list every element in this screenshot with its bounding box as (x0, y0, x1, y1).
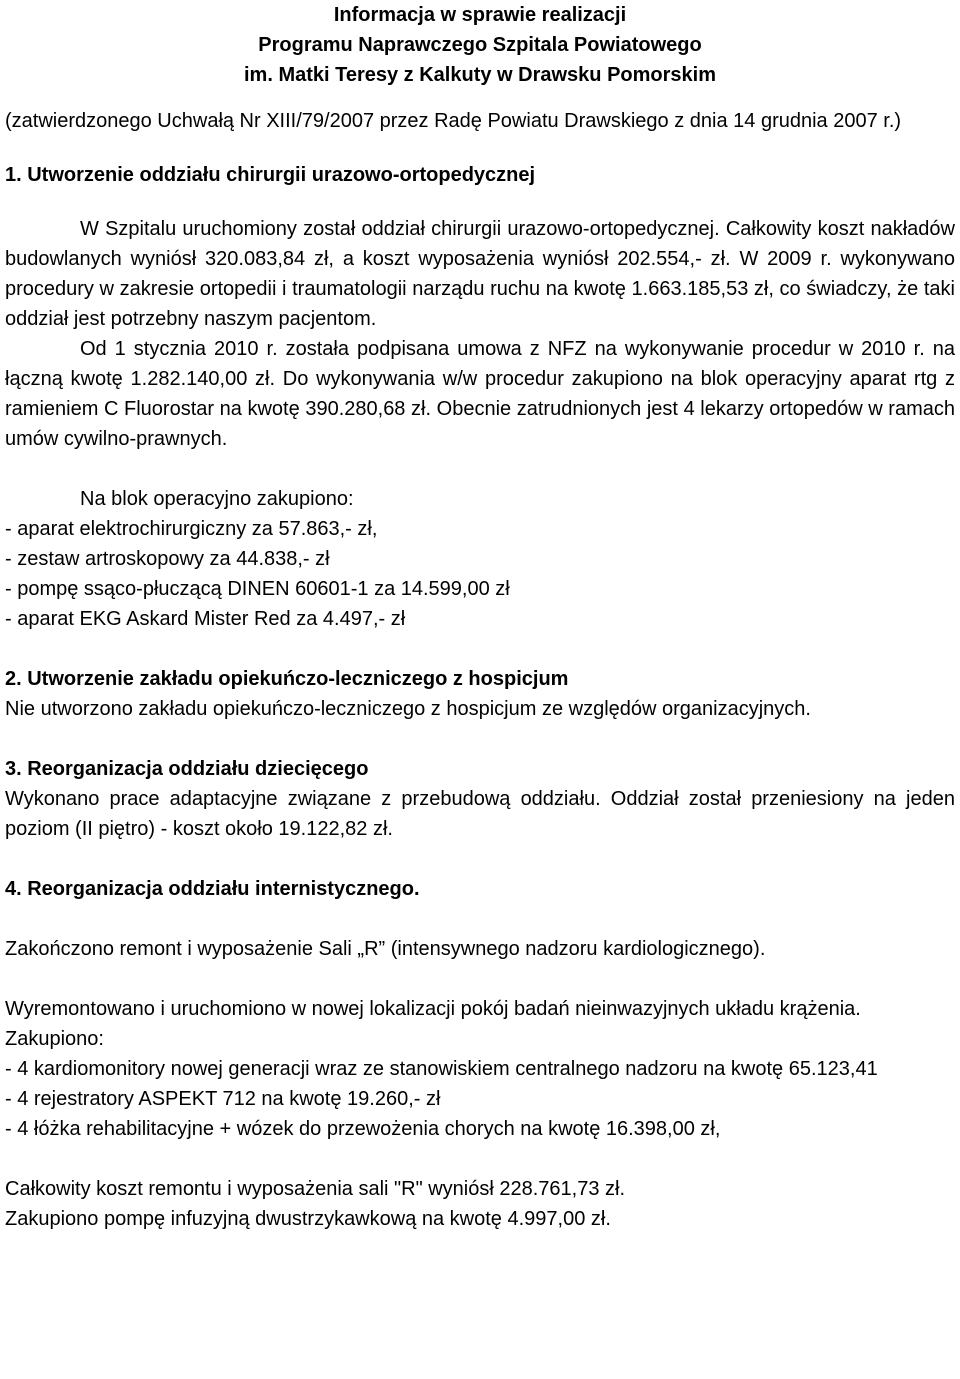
list-item: - 4 rejestratory ASPEKT 712 na kwotę 19.260,- zł (5, 1088, 441, 1110)
list-item: - pompę ssąco-płuczącą DINEN 60601-1 za 14.599,00 zł (5, 578, 510, 600)
section-4-text-2: Wyremontowano i uruchomiono w nowej lokalizacji pokój badań nieinwazyjnych układu krążenia. (5, 998, 861, 1020)
section-1-purchase-list (5, 514, 955, 634)
section-4-purchased-label: Zakupiono: (5, 1028, 104, 1050)
section-1-paragraph-1: W Szpitalu uruchomiony został oddział chirurgii urazowo-ortopedycznej. Całkowity koszt nakładów budowlanych wyniósł 320.083,84 zł, a koszt wyposażenia wyniósł 202.554,- zł. W 2009 r. wykonywano procedury w zakresie ortopedii i traumatologii narządu ruchu na kwotę 1.663.185,53 zł, co świadczy, że taki oddział jest potrzebny naszym pacjentom. (5, 218, 955, 330)
list-item: - 4 kardiomonitory nowej generacji wraz ze stanowiskiem centralnego nadzoru na kwotę 65.123,41 (5, 1058, 878, 1080)
intro-text: (zatwierdzonego Uchwałą Nr XIII/79/2007 przez Radę Powiatu Drawskiego z dnia 14 grudnia 2007 r.) (5, 110, 902, 132)
document-title (5, 0, 955, 90)
section-2-heading: 2. Utworzenie zakładu opiekuńczo-leczniczego z hospicjum (5, 668, 569, 690)
section-2-text: Nie utworzono zakładu opiekuńczo-leczniczego z hospicjum ze względów organizacyjnych. (5, 698, 811, 720)
list-item: - 4 łóżka rehabilitacyjne + wózek do przewożenia chorych na kwotę 16.398,00 zł, (5, 1118, 721, 1140)
title-line-2: Programu Naprawczego Szpitala Powiatowego (258, 34, 702, 56)
section-3-heading: 3. Reorganizacja oddziału dziecięcego (5, 758, 369, 780)
list-item: - zestaw artroskopowy za 44.838,- zł (5, 548, 330, 570)
section-4-total: Całkowity koszt remontu i wyposażenia sali "R" wyniósł 228.761,73 zł. (5, 1178, 626, 1200)
title-line-3: im. Matki Teresy z Kalkuty w Drawsku Pomorskim (243, 64, 717, 86)
list-item: - aparat EKG Askard Mister Red za 4.497,- zł (5, 608, 406, 630)
section-4-text-1: Zakończono remont i wyposażenie Sali „R” (intensywnego nadzoru kardiologicznego). (5, 938, 766, 960)
section-3-text: Wykonano prace adaptacyjne związane z przebudową oddziału. Oddział został przeniesiony na jeden poziom (II piętro) - koszt około 19.122,82 zł. (5, 788, 955, 840)
section-4-purchase-list (5, 1054, 955, 1144)
section-1-heading: 1. Utworzenie oddziału chirurgii urazowo-ortopedycznej (5, 164, 536, 186)
title-line-1: Informacja w sprawie realizacji (333, 4, 627, 26)
section-4-pump: Zakupiono pompę infuzyjną dwustrzykawkową na kwotę 4.997,00 zł. (5, 1208, 611, 1230)
list-item: - aparat elektrochirurgiczny za 57.863,- zł, (5, 518, 378, 540)
section-1-paragraph-2: Od 1 stycznia 2010 r. została podpisana umowa z NFZ na wykonywanie procedur w 2010 r. na łączną kwotę 1.282.140,00 zł. Do wykonywania w/w procedur zakupiono na blok operacyjny aparat rtg z ramieniem C Fluorostar na kwotę 390.280,68 zł. Obecnie zatrudnionych jest 4 lekarzy ortopedów w ramach umów cywilno-prawnych. (5, 338, 955, 450)
section-4-heading: 4. Reorganizacja oddziału internistycznego. (5, 878, 420, 900)
section-1-list-intro: Na blok operacyjno zakupiono: (80, 488, 354, 510)
